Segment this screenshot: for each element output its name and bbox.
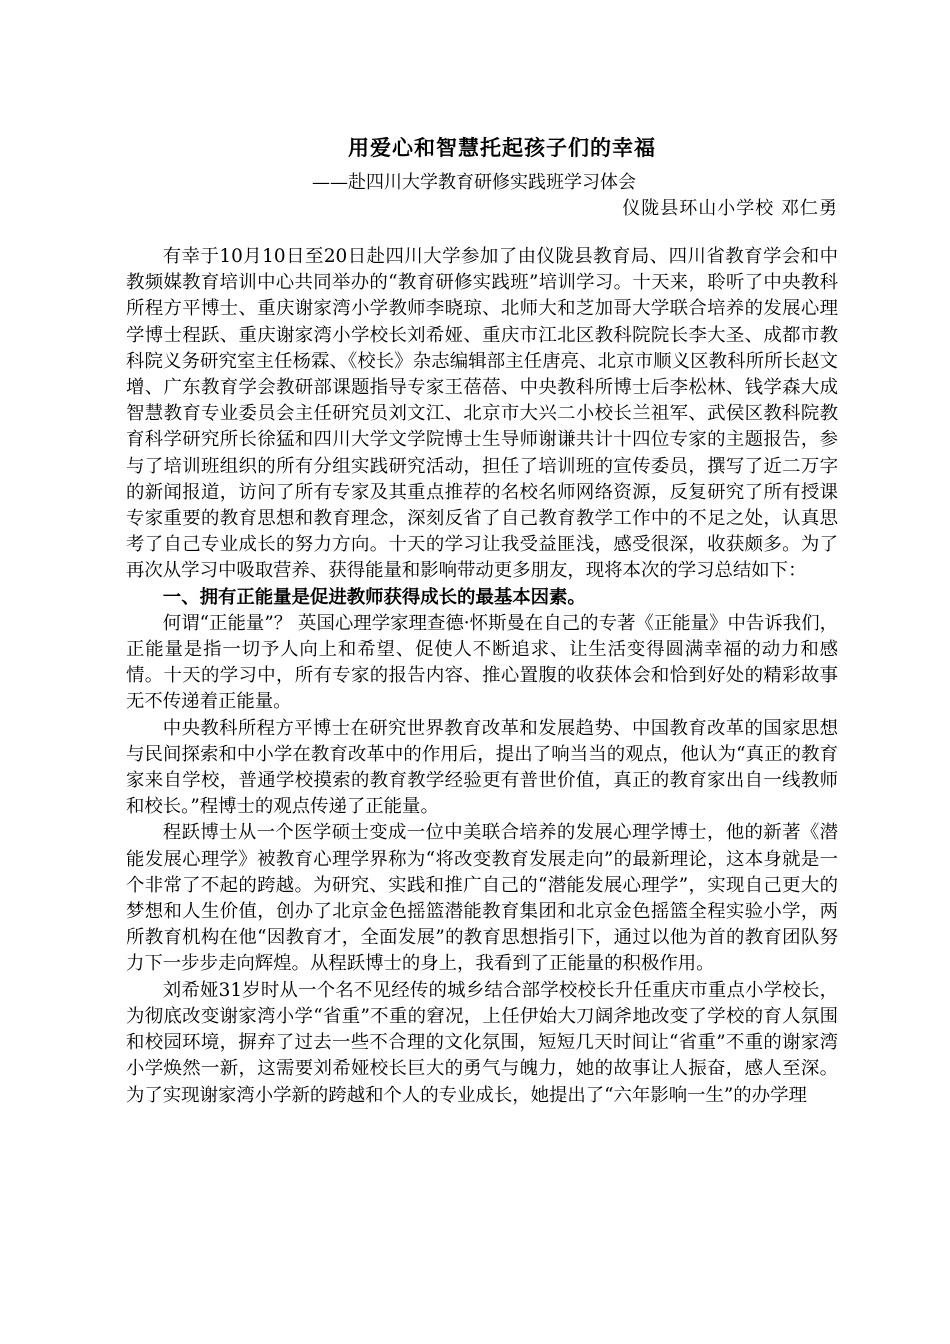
author-line: 仪陇县环山小学校 邓仁勇: [622, 198, 838, 219]
page-subtitle: ——赴四川大学教育研修实践班学习体会: [312, 172, 636, 193]
paragraph: 有幸于10月10日至20日赴四川大学参加了由仪陇县教育局、四川省教育学会和中教频媒教育培训中心共同举办的“教育研修实践班”培训学习。十天来，聆听了中央教科所程方平博士、重庆谢家湾小学教师李晓琼、北师大和芝加哥大学联合培养的发展心理学博士程跃、重庆谢家湾小学校长刘希娅、重庆市江北区教科院院长李大圣、成都市教科院义务研究室主任杨霖、《校长》杂志编辑部主任唐亮、北京市顺义区教科所所长赵文增、广东教育学会教研部课题指导专家王蓓蓓、中央教科所博士后李松林、钱学森大成智慧教育专业委员会主任研究员刘文江、北京市大兴二小校长兰祖军、武侯区教科院教育科学研究所长徐猛和四川大学文学院博士生导师谢谦共计十四位专家的主题报告，参与了培训班组织的所有分组实践研究活动，担任了培训班的宣传委员，撰写了近二万字的新闻报道，访问了所有专家及其重点推荐的名校名师网络资源，反复研究了所有授课专家重要的教育思想和教育理念，深刻反省了自己教育教学工作中的不足之处，认真思考了自己专业成长的努力方向。十天的学习让我受益匪浅，感受很深，收获颇多。为了再次从学习中吸取营养、获得能量和影响带动更多朋友，现将本次的学习总结如下：: [126, 246, 838, 582]
paragraph: 刘希娅31岁时从一个名不见经传的城乡结合部学校校长升任重庆市重点小学校长，为彻底改变谢家湾小学“省重”不重的窘况，上任伊始大刀阔斧地改变了学校的育人氛围和校园环境，摒弃了过去一些不合理的文化氛围，短短几天时间让“省重”不重的谢家湾小学焕然一新，这需要刘希娅校长巨大的勇气与魄力，她的故事让人振奋，感人至深。为了实现谢家湾小学新的跨越和个人的专业成长，她提出了“六年影响一生”的办学理: [126, 979, 838, 1106]
document-body: [126, 244, 838, 1109]
section-heading: 一、拥有正能量是促进教师获得成长的最基本因素。: [162, 586, 586, 608]
paragraph: 程跃博士从一个医学硕士变成一位中美联合培养的发展心理学博士，他的新著《潜能发展心理学》被教育心理学界称为“将改变教育发展走向”的最新理论，这本身就是一个非常了不起的跨越。为研究、实践和推广自己的“潜能发展心理学”，实现自己更大的梦想和人生价值，创办了北京金色摇篮潜能教育集团和北京金色摇篮全程实验小学，两所教育机构在他“因教育才，全面发展”的教育思想指引下，通过以他为首的教育团队努力下一步步走向辉煌。从程跃博士的身上，我看到了正能量的积极作用。: [126, 822, 838, 975]
page-title: 用爱心和智慧托起孩子们的幸福: [348, 135, 656, 160]
document-page: [126, 132, 838, 1109]
paragraph: 中央教科所程方平博士在研究世界教育改革和发展趋势、中国教育改革的国家思想与民间探索和中小学在教育改革中的作用后，提出了响当当的观点，他认为“真正的教育家来自学校，普通学校摸索的教育教学经验更有普世价值，真正的教育家出自一线教师和校长。”程博士的观点传递了正能量。: [126, 717, 838, 818]
paragraph: 何谓“正能量”？ 英国心理学家理查德·怀斯曼在自己的专著《正能量》中告诉我们，正能量是指一切予人向上和希望、促使人不断追求、让生活变得圆满幸福的动力和感情。十天的学习中，所有专家的报告内容、推心置腹的收获体会和恰到好处的精彩故事无不传递着正能量。: [126, 612, 838, 713]
